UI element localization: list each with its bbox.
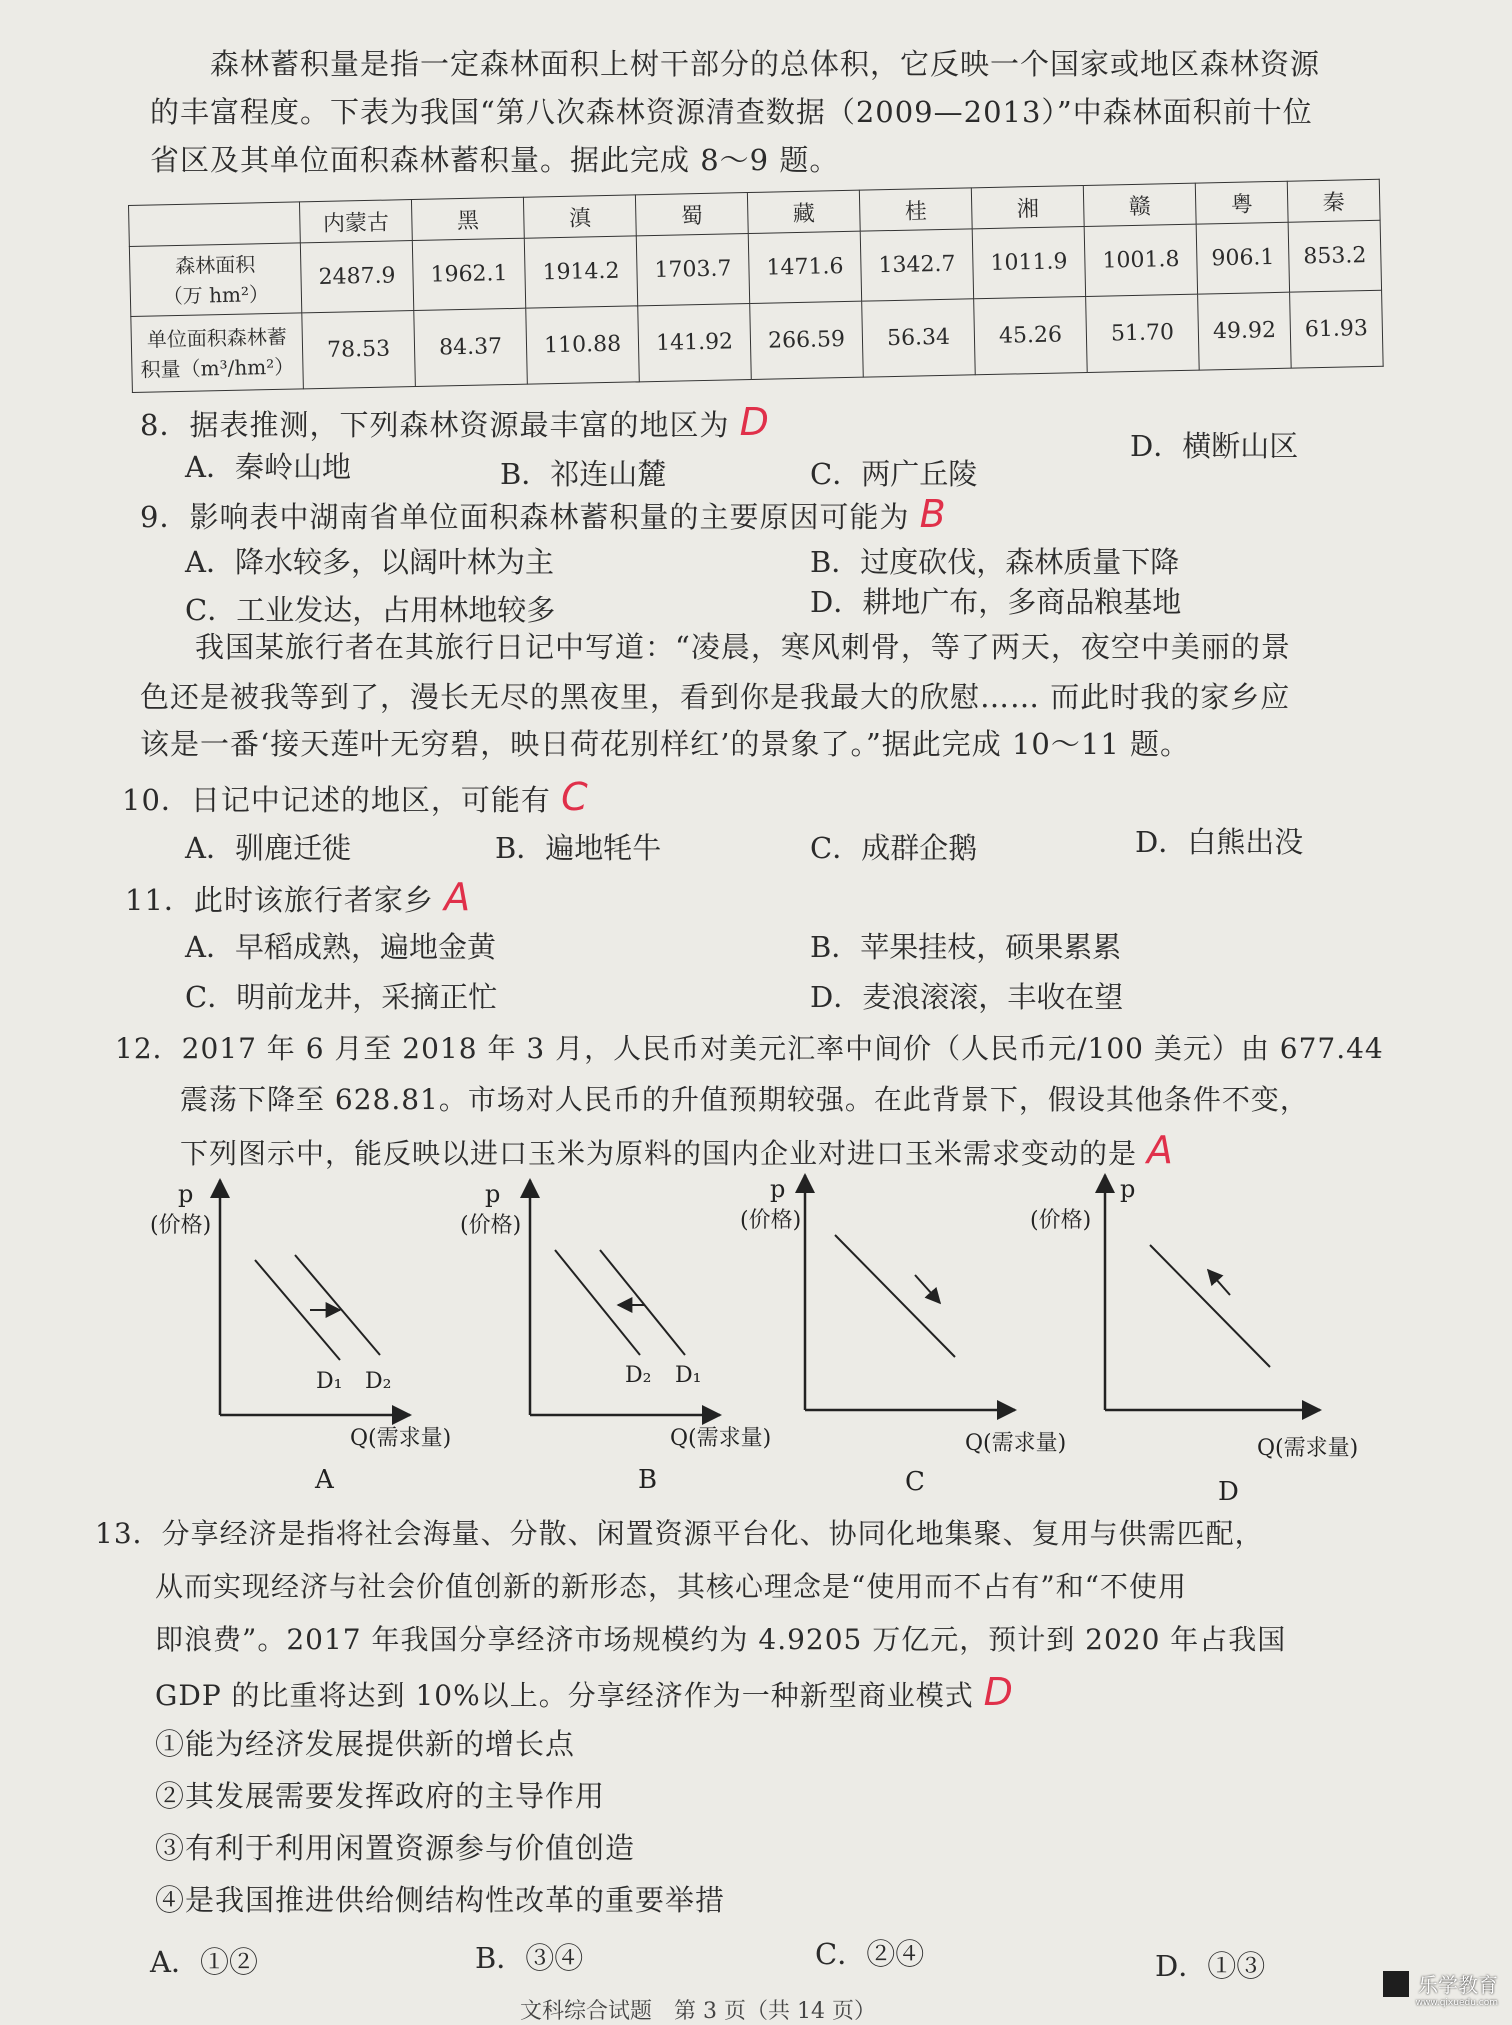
table-cell: 1471.6 [748, 231, 861, 303]
handwritten-answer: D [983, 1670, 1014, 1714]
demand-curve-d1 [600, 1250, 685, 1355]
question-text: 下列图示中，能反映以进口玉米为原料的国内企业对进口玉米需求变动的是 [180, 1137, 1138, 1170]
q10-stem [122, 775, 589, 819]
intro-line-2: 的丰富程度。下表为我国“第八次森林资源清查数据（2009—2013）”中森林面积前十位 [150, 95, 1313, 129]
graph-b-svg [460, 1170, 772, 1495]
table-header-cell: 藏 [747, 190, 860, 233]
row-label-line: 单位面积森林蓄 [146, 324, 288, 352]
intro-line-3: 省区及其单位面积森林蓄积量。据此完成 8～9 题。 [150, 143, 840, 177]
passage-line-1: 我国某旅行者在其旅行日记中写道：“凌晨，寒风刺骨，等了两天，夜空中美丽的景 [195, 630, 1291, 664]
table-header-cell: 秦 [1287, 179, 1380, 222]
x-axis-label: Q(需求量) [350, 1426, 452, 1451]
q11-option-c: C．明前龙井，采摘正忙 [185, 980, 498, 1014]
question-text: 10．日记中记述的地区，可能有 [122, 783, 551, 817]
q8-option-a: A．秦岭山地 [185, 450, 351, 484]
q13-line-2: 从而实现经济与社会价值创新的新形态，其核心理念是“使用而不占有”和“不使用 [155, 1570, 1187, 1603]
intro-line-1: 森林蓄积量是指一定森林面积上树干部分的总体积，它反映一个国家或地区森林资源 [210, 47, 1321, 81]
y-axis-label-p: p [1120, 1175, 1136, 1203]
forest-data-table [128, 179, 1384, 393]
graph-a [140, 1170, 452, 1495]
graph-d [1030, 1165, 1360, 1509]
graph-a-svg [140, 1170, 452, 1495]
table-header-cell: 粤 [1195, 181, 1288, 224]
q8-option-b: B．祁连山麓 [500, 457, 667, 491]
table-header-cell: 蜀 [635, 193, 748, 236]
logo-url: www.qixuedu.com [1415, 1998, 1498, 2008]
question-text: GDP 的比重将达到 10%以上。分享经济作为一种新型商业模式 [155, 1679, 974, 1712]
y-axis-label-price: (价格) [1030, 1208, 1092, 1233]
table-cell: 1011.9 [972, 226, 1085, 298]
table-cell: 906.1 [1196, 222, 1289, 294]
row-label-forest-area [129, 243, 301, 317]
logo-icon [1383, 1971, 1409, 1997]
q13-line-1: 13．分享经济是指将社会海量、分散、闲置资源平台化、协同化地集聚、复用与供需匹配， [95, 1517, 1264, 1550]
demand-curve-d2 [555, 1250, 640, 1355]
question-text: 9．影响表中湖南省单位面积森林蓄积量的主要原因可能为 [140, 500, 910, 534]
q13-statement-3: ③有利于利用闲置资源参与价值创造 [155, 1831, 636, 1865]
demand-curve [835, 1235, 955, 1357]
graph-b [460, 1170, 772, 1495]
q10-option-c: C．成群企鹅 [810, 831, 978, 865]
graph-d-svg [1030, 1165, 1360, 1505]
table-cell: 853.2 [1288, 220, 1381, 292]
table-cell: 78.53 [302, 311, 416, 389]
q13-option-b: B．③④ [475, 1941, 584, 1975]
graph-c [740, 1165, 1070, 1499]
q13-statement-4: ④是我国推进供给侧结构性改革的重要举措 [155, 1883, 726, 1917]
x-axis-label: Q(需求量) [965, 1431, 1067, 1456]
y-axis-label-price: (价格) [460, 1213, 522, 1238]
q9-option-c: C．工业发达，占用林地较多 [185, 593, 556, 627]
table-corner-cell [129, 202, 301, 247]
q12-line-2: 震荡下降至 628.81。市场对人民币的升值预期较强。在此背景下，假设其他条件不变， [180, 1083, 1309, 1116]
table-cell: 61.93 [1290, 290, 1384, 368]
table-cell: 1962.1 [412, 238, 525, 310]
table-cell: 1342.7 [860, 229, 973, 301]
row-label-line: 积量（m³/hm²） [140, 354, 295, 382]
x-axis-label: Q(需求量) [670, 1426, 772, 1451]
table-cell: 1914.2 [524, 236, 637, 308]
y-axis-label-p: p [178, 1180, 194, 1208]
demand-curve-d2 [295, 1255, 380, 1355]
table-cell: 1001.8 [1084, 224, 1197, 296]
x-axis-label: Q(需求量) [1257, 1436, 1359, 1461]
table-header-cell: 黑 [411, 197, 524, 240]
table-cell: 45.26 [974, 296, 1088, 374]
question-text: 11．此时该旅行者家乡 [125, 883, 434, 917]
table-cell: 2487.9 [300, 241, 413, 313]
q10-option-b: B．遍地牦牛 [495, 831, 662, 865]
q8-option-d: D．横断山区 [1130, 429, 1299, 463]
table-cell: 1703.7 [636, 234, 749, 306]
y-axis-label-p: p [770, 1175, 786, 1203]
table-header-cell: 湘 [971, 185, 1084, 228]
table-cell: 49.92 [1198, 292, 1291, 370]
q9-option-b: B．过度砍伐，森林质量下降 [810, 545, 1180, 579]
demand-curve [1150, 1245, 1270, 1367]
table-cell: 110.88 [526, 306, 640, 384]
q11-option-b: B．苹果挂枝，硕果累累 [810, 930, 1122, 964]
move-down-arrow [915, 1275, 940, 1303]
table-header-cell: 滇 [523, 195, 636, 238]
q13-option-a: A．①② [150, 1945, 258, 1979]
graph-option-label: C [905, 1467, 925, 1497]
q13-line-4 [155, 1670, 1014, 1714]
q8-option-c: C．两广丘陵 [810, 457, 978, 491]
q13-option-c: C．②④ [815, 1937, 925, 1971]
q10-option-a: A．驯鹿迁徙 [185, 831, 351, 865]
curve-label-d1: D₁ [675, 1363, 702, 1388]
handwritten-answer: B [919, 492, 947, 536]
graph-option-label: B [638, 1465, 658, 1495]
curve-label-d1: D₁ [316, 1369, 343, 1394]
row-label-stock-volume [131, 313, 304, 393]
curve-label-d2: D₂ [365, 1369, 392, 1394]
table-cell: 266.59 [750, 301, 864, 379]
question-text: 8．据表推测，下列森林资源最丰富的地区为 [140, 408, 730, 442]
q9-stem [140, 492, 947, 536]
watermark-logo [1383, 1969, 1498, 2008]
q9-option-a: A．降水较多，以阔叶林为主 [185, 545, 554, 579]
row-label-line: 森林面积 [175, 251, 256, 278]
table-cell: 84.37 [414, 308, 528, 386]
table-header-cell: 赣 [1083, 183, 1196, 226]
graph-option-label: A [315, 1465, 334, 1495]
q9-option-d: D．耕地广布，多商品粮基地 [810, 585, 1182, 619]
q13-statement-2: ②其发展需要发挥政府的主导作用 [155, 1779, 606, 1813]
table-cell: 51.70 [1086, 294, 1200, 372]
handwritten-answer: D [739, 400, 770, 444]
handwritten-answer: C [561, 775, 589, 819]
page-footer: 文科综合试题 第 3 页（共 14 页） [520, 1999, 876, 2024]
graph-option-label: D [1218, 1477, 1239, 1507]
move-up-arrow [1208, 1270, 1230, 1295]
q11-stem [125, 875, 471, 919]
table-cell: 141.92 [638, 304, 752, 382]
q8-stem [140, 400, 770, 444]
handwritten-answer: A [1146, 1128, 1174, 1172]
table-header-cell: 桂 [859, 188, 972, 231]
q10-option-d: D．白熊出没 [1135, 825, 1304, 859]
q11-option-d: D．麦浪滚滚，丰收在望 [810, 980, 1124, 1014]
row-label-line: （万 hm²） [162, 281, 270, 308]
handwritten-answer: A [444, 875, 472, 919]
q13-option-d: D．①③ [1155, 1949, 1266, 1983]
passage-line-3: 该是一番‘接天莲叶无穷碧，映日荷花别样红’的景象了。”据此完成 10～11 题。 [140, 727, 1191, 761]
y-axis-label-p: p [485, 1180, 501, 1208]
logo-text: 乐学教育 [1418, 1973, 1498, 1997]
q12-line-1: 12．2017 年 6 月至 2018 年 3 月，人民币对美元汇率中间价（人民币元/100 美元）由 677.44 [115, 1032, 1384, 1065]
graph-c-svg [740, 1165, 1070, 1497]
q13-statement-1: ①能为经济发展提供新的增长点 [155, 1727, 576, 1761]
table-header-cell: 内蒙古 [299, 200, 412, 243]
curve-label-d2: D₂ [625, 1363, 652, 1388]
passage-line-2: 色还是被我等到了，漫长无尽的黑夜里，看到你是我最大的欣慰…… 而此时我的家乡应 [140, 680, 1291, 714]
q13-line-3: 即浪费”。2017 年我国分享经济市场规模约为 4.9205 万亿元，预计到 2020 年占我国 [155, 1623, 1287, 1656]
y-axis-label-price: (价格) [150, 1213, 212, 1238]
y-axis-label-price: (价格) [740, 1208, 802, 1233]
table-cell: 56.34 [862, 299, 976, 377]
q11-option-a: A．早稻成熟，遍地金黄 [185, 930, 496, 964]
